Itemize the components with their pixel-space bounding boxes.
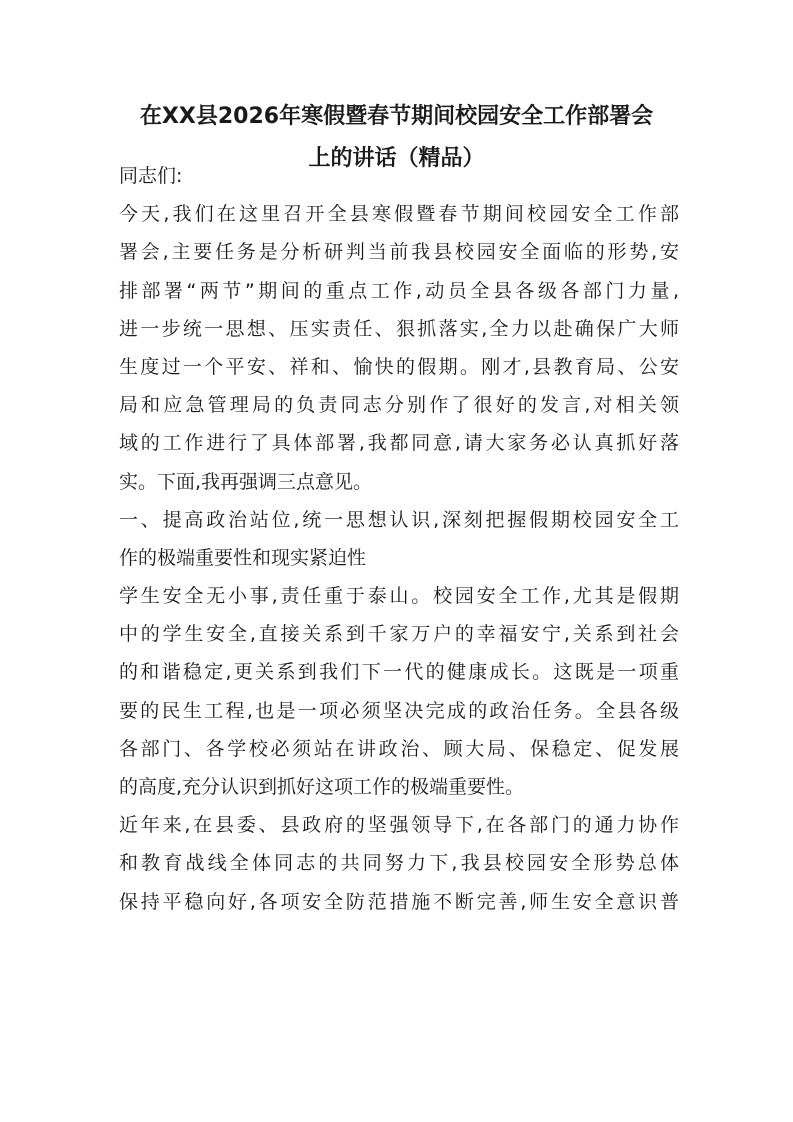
body-line: 近年来,在县委、县政府的坚强领导下,在各部门的通力协作	[119, 814, 679, 837]
body-line: 和教育战线全体同志的共同努力下,我县校园安全形势总体	[119, 852, 679, 875]
body-line: 局和应急管理局的负责同志分别作了很好的发言,对相关领	[119, 394, 679, 417]
body-line: 的高度,充分认识到抓好这项工作的极端重要性。	[119, 776, 525, 798]
body-line: 中的学生安全,直接关系到千家万户的幸福安宁,关系到社会	[119, 623, 679, 646]
body-line: 进一步统一思想、压实责任、狠抓落实,全力以赴确保广大师	[119, 317, 679, 340]
body-line: 保持平稳向好,各项安全防范措施不断完善,师生安全意识普	[119, 890, 679, 913]
body-line: 域的工作进行了具体部署,我都同意,请大家务必认真抓好落	[119, 432, 679, 455]
body-line: 实。下面,我再强调三点意见。	[119, 470, 373, 493]
document-title-line2: 上的讲话（精品）	[308, 146, 485, 171]
body-line: 今天,我们在这里召开全县寒假暨春节期间校园安全工作部	[119, 203, 679, 226]
body-line: 署会,主要任务是分析研判当前我县校园安全面临的形势,安	[119, 241, 679, 264]
body-line: 排部署“两节”期间的重点工作,动员全县各级各部门力量,	[119, 279, 679, 302]
document-title-line1: 在XX县2026年寒假暨春节期间校园安全工作部署会	[139, 104, 654, 129]
body-line: 的和谐稳定,更关系到我们下一代的健康成长。这既是一项重	[119, 661, 679, 684]
section-heading-line: 一、提高政治站位,统一思想认识,深刻把握假期校园安全工	[119, 508, 679, 531]
document-body	[119, 157, 679, 921]
salutation: 同志们:	[119, 165, 183, 187]
body-line: 要的民生工程,也是一项必须坚决完成的政治任务。全县各级	[119, 699, 679, 722]
body-line: 生度过一个平安、祥和、愉快的假期。刚才,县教育局、公安	[119, 355, 679, 378]
body-line: 各部门、各学校必须站在讲政治、顾大局、保稳定、促发展	[119, 737, 679, 760]
body-line: 学生安全无小事,责任重于泰山。校园安全工作,尤其是假期	[119, 585, 679, 608]
section-heading-line: 作的极端重要性和现实紧迫性	[119, 546, 367, 569]
